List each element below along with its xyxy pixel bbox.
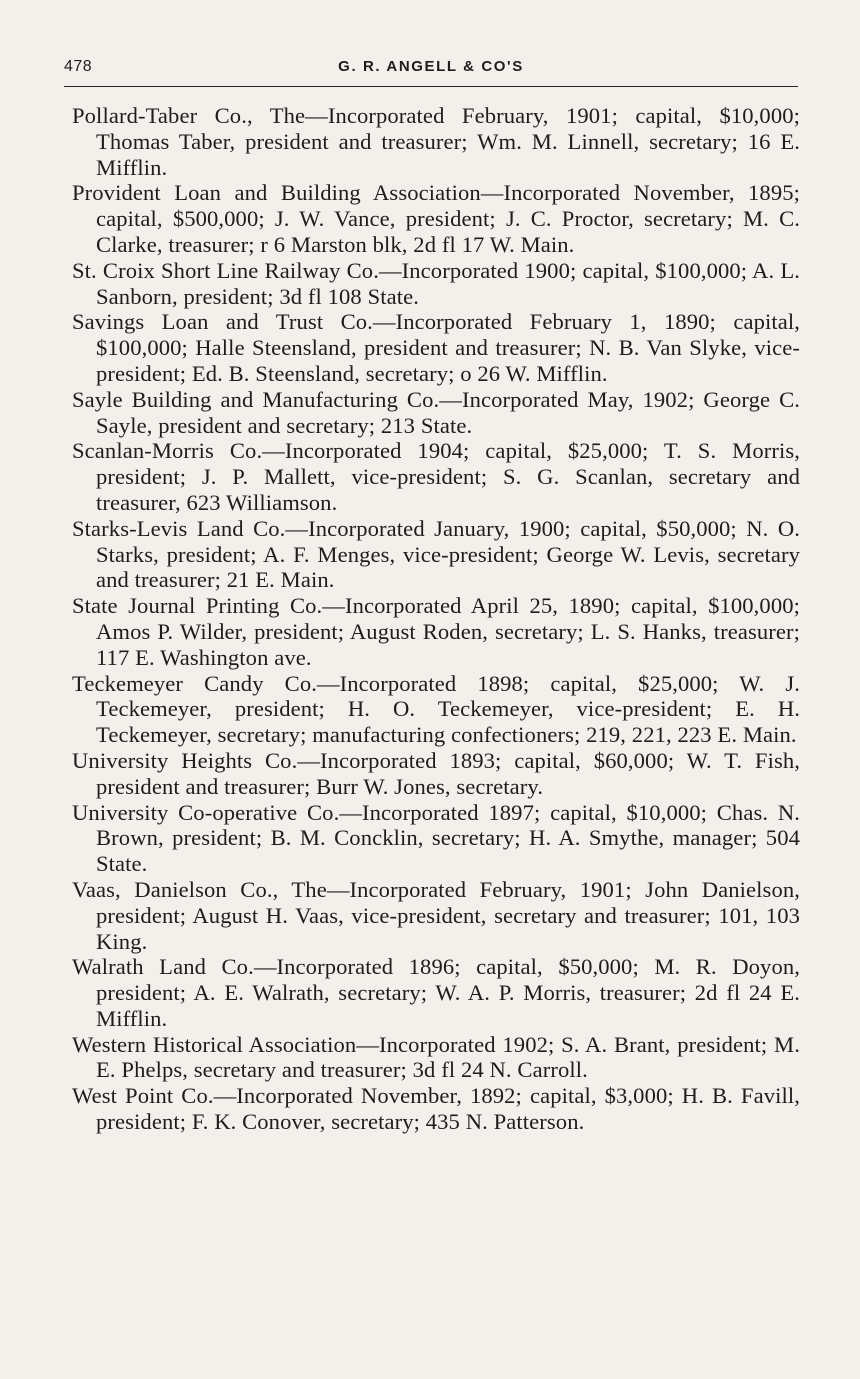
page-header	[64, 56, 798, 84]
directory-entry: Vaas, Danielson Co., The—Incorporated February, 1901; John Danielson, president; August H. Vaas, vice-president, secretary and treasurer; 101, 103 King.	[72, 876, 800, 954]
directory-entry: Provident Loan and Building Association—Incorporated November, 1895; capital, $500,000; J. W. Vance, president; J. C. Proctor, secretary; M. C. Clarke, treasurer; r 6 Marston blk, 2d fl 17 W. Main.	[72, 180, 800, 257]
directory-entry: Scanlan-Morris Co.—Incorporated 1904; capital, $25,000; T. S. Morris, president; J. P. Mallett, vice-president; S. G. Scanlan, secretary and treasurer, 623 Williamson.	[72, 438, 800, 515]
directory-entry: Walrath Land Co.—Incorporated 1896; capital, $50,000; M. R. Doyon, president; A. E. Walrath, secretary; W. A. P. Morris, treasurer; 2d fl 24 E. Mifflin.	[72, 954, 800, 1031]
directory-entry: Western Historical Association—Incorporated 1902; S. A. Brant, president; M. E. Phelps, secretary and treasurer; 3d fl 24 N. Carroll.	[72, 1031, 800, 1083]
directory-entry: St. Croix Short Line Railway Co.—Incorporated 1900; capital, $100,000; A. L. Sanborn, president; 3d fl 108 State.	[72, 257, 800, 309]
directory-entry: University Heights Co.—Incorporated 1893; capital, $60,000; W. T. Fish, president and treasurer; Burr W. Jones, secretary.	[72, 747, 800, 799]
directory-entry: Starks-Levis Land Co.—Incorporated January, 1900; capital, $50,000; N. O. Starks, president; A. F. Menges, vice-president; George W. Levis, secretary and treasurer; 21 E. Main.	[72, 515, 800, 593]
header-rule	[64, 86, 798, 87]
directory-entry: State Journal Printing Co.—Incorporated April 25, 1890; capital, $100,000; Amos P. Wilder, president; August Roden, secretary; L. S. Hanks, treasurer; 117 E. Washington ave.	[72, 593, 800, 670]
directory-entry: University Co-operative Co.—Incorporated 1897; capital, $10,000; Chas. N. Brown, president; B. M. Concklin, secretary; H. A. Smythe, manager; 504 State.	[72, 799, 800, 877]
directory-entry: West Point Co.—Incorporated November, 1892; capital, $3,000; H. B. Favill, president; F. K. Conover, secretary; 435 N. Patterson.	[72, 1083, 800, 1135]
directory-entry: Pollard-Taber Co., The—Incorporated February, 1901; capital, $10,000; Thomas Taber, president and treasurer; Wm. M. Linnell, secretary; 16 E. Mifflin.	[72, 103, 800, 180]
directory-entry: Savings Loan and Trust Co.—Incorporated February 1, 1890; capital, $100,000; Halle Steensland, president and treasurer; N. B. Van Slyke, vice-president; Ed. B. Steensland, secretary; o 26 W. Mifflin.	[72, 309, 800, 386]
directory-entry: Teckemeyer Candy Co.—Incorporated 1898; capital, $25,000; W. J. Teckemeyer, president; H. O. Teckemeyer, vice-president; E. H. Teckemeyer, secretary; manufacturing confectioners; 219, 221, 223 E. Main.	[72, 670, 800, 748]
entry-list	[72, 103, 800, 1135]
running-head: G. R. ANGELL & CO'S	[338, 58, 524, 75]
directory-entry: Sayle Building and Manufacturing Co.—Incorporated May, 1902; George C. Sayle, president and secretary; 213 State.	[72, 386, 800, 438]
page-number: 478	[64, 58, 93, 75]
